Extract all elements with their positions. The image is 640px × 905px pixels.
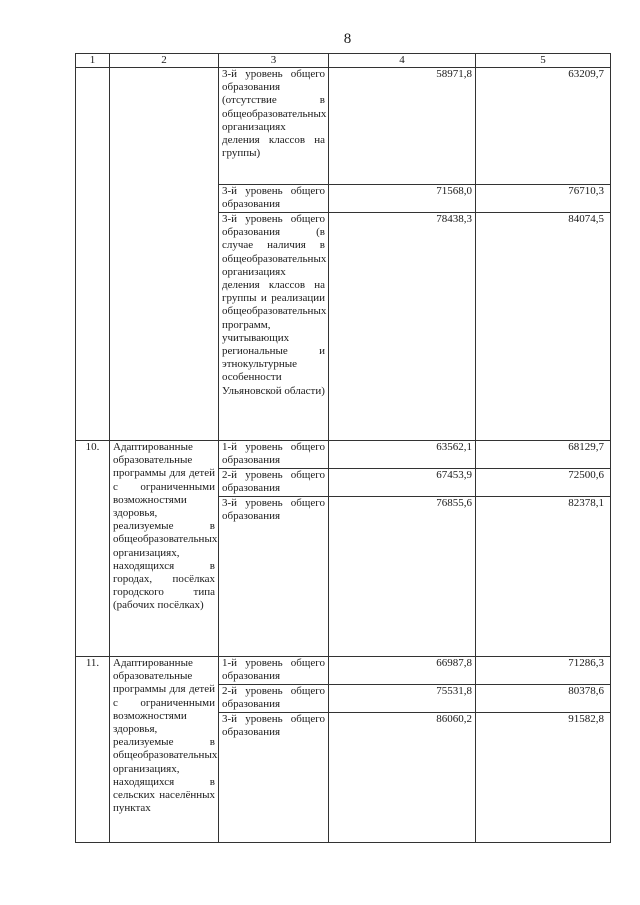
program-name bbox=[110, 68, 219, 441]
value-col5: 68129,7 bbox=[476, 441, 611, 469]
table-row bbox=[76, 68, 611, 185]
value-col5: 91582,8 bbox=[476, 713, 611, 843]
column-header: 3 bbox=[219, 54, 329, 68]
value-col4: 63562,1 bbox=[329, 441, 476, 469]
table-row bbox=[76, 657, 611, 685]
education-level: 3-й уровень общего образования bbox=[219, 497, 329, 657]
value-col5: 84074,5 bbox=[476, 213, 611, 441]
value-col5: 72500,6 bbox=[476, 469, 611, 497]
row-number bbox=[76, 68, 110, 441]
header-row bbox=[76, 54, 611, 68]
value-col4: 76855,6 bbox=[329, 497, 476, 657]
column-header: 1 bbox=[76, 54, 110, 68]
page-number: 8 bbox=[343, 31, 352, 47]
education-level: 3-й уровень общего образования bbox=[219, 713, 329, 843]
education-level: 3-й уровень общего образования bbox=[219, 185, 329, 213]
education-level: 3-й уровень общего образования (в случае наличия в общеобразовательных организациях деления классов на группы и реализации общеобразовательных программ, учитывающих региональные и этнокультурные особенности Ульяновской области) bbox=[219, 213, 329, 441]
tariff-table bbox=[75, 53, 611, 843]
value-col4: 75531,8 bbox=[329, 685, 476, 713]
value-col4: 71568,0 bbox=[329, 185, 476, 213]
value-col4: 58971,8 bbox=[329, 68, 476, 185]
column-header: 5 bbox=[476, 54, 611, 68]
education-level: 2-й уровень общего образования bbox=[219, 469, 329, 497]
row-number: 11. bbox=[76, 657, 110, 843]
value-col5: 63209,7 bbox=[476, 68, 611, 185]
table-row bbox=[76, 441, 611, 469]
education-level: 3-й уровень общего образования (отсутствие в общеобразовательных организациях деления классов на группы) bbox=[219, 68, 329, 185]
value-col4: 86060,2 bbox=[329, 713, 476, 843]
education-level: 2-й уровень общего образования bbox=[219, 685, 329, 713]
column-header: 2 bbox=[110, 54, 219, 68]
education-level: 1-й уровень общего образования bbox=[219, 657, 329, 685]
value-col5: 80378,6 bbox=[476, 685, 611, 713]
value-col4: 67453,9 bbox=[329, 469, 476, 497]
value-col5: 82378,1 bbox=[476, 497, 611, 657]
value-col4: 66987,8 bbox=[329, 657, 476, 685]
program-name: Адаптированные образовательные программы для детей с ограниченными возможностями здоровья, реализуемые в общеобразовательных организациях, находящихся в городах, посёлках городского типа (рабочих посёлках) bbox=[110, 441, 219, 657]
education-level: 1-й уровень общего образования bbox=[219, 441, 329, 469]
row-number: 10. bbox=[76, 441, 110, 657]
value-col5: 76710,3 bbox=[476, 185, 611, 213]
value-col4: 78438,3 bbox=[329, 213, 476, 441]
program-name: Адаптированные образовательные программы для детей с ограниченными возможностями здоровья, реализуемые в общеобразовательных организациях, находящихся в сельских населённых пунктах bbox=[110, 657, 219, 843]
column-header: 4 bbox=[329, 54, 476, 68]
value-col5: 71286,3 bbox=[476, 657, 611, 685]
